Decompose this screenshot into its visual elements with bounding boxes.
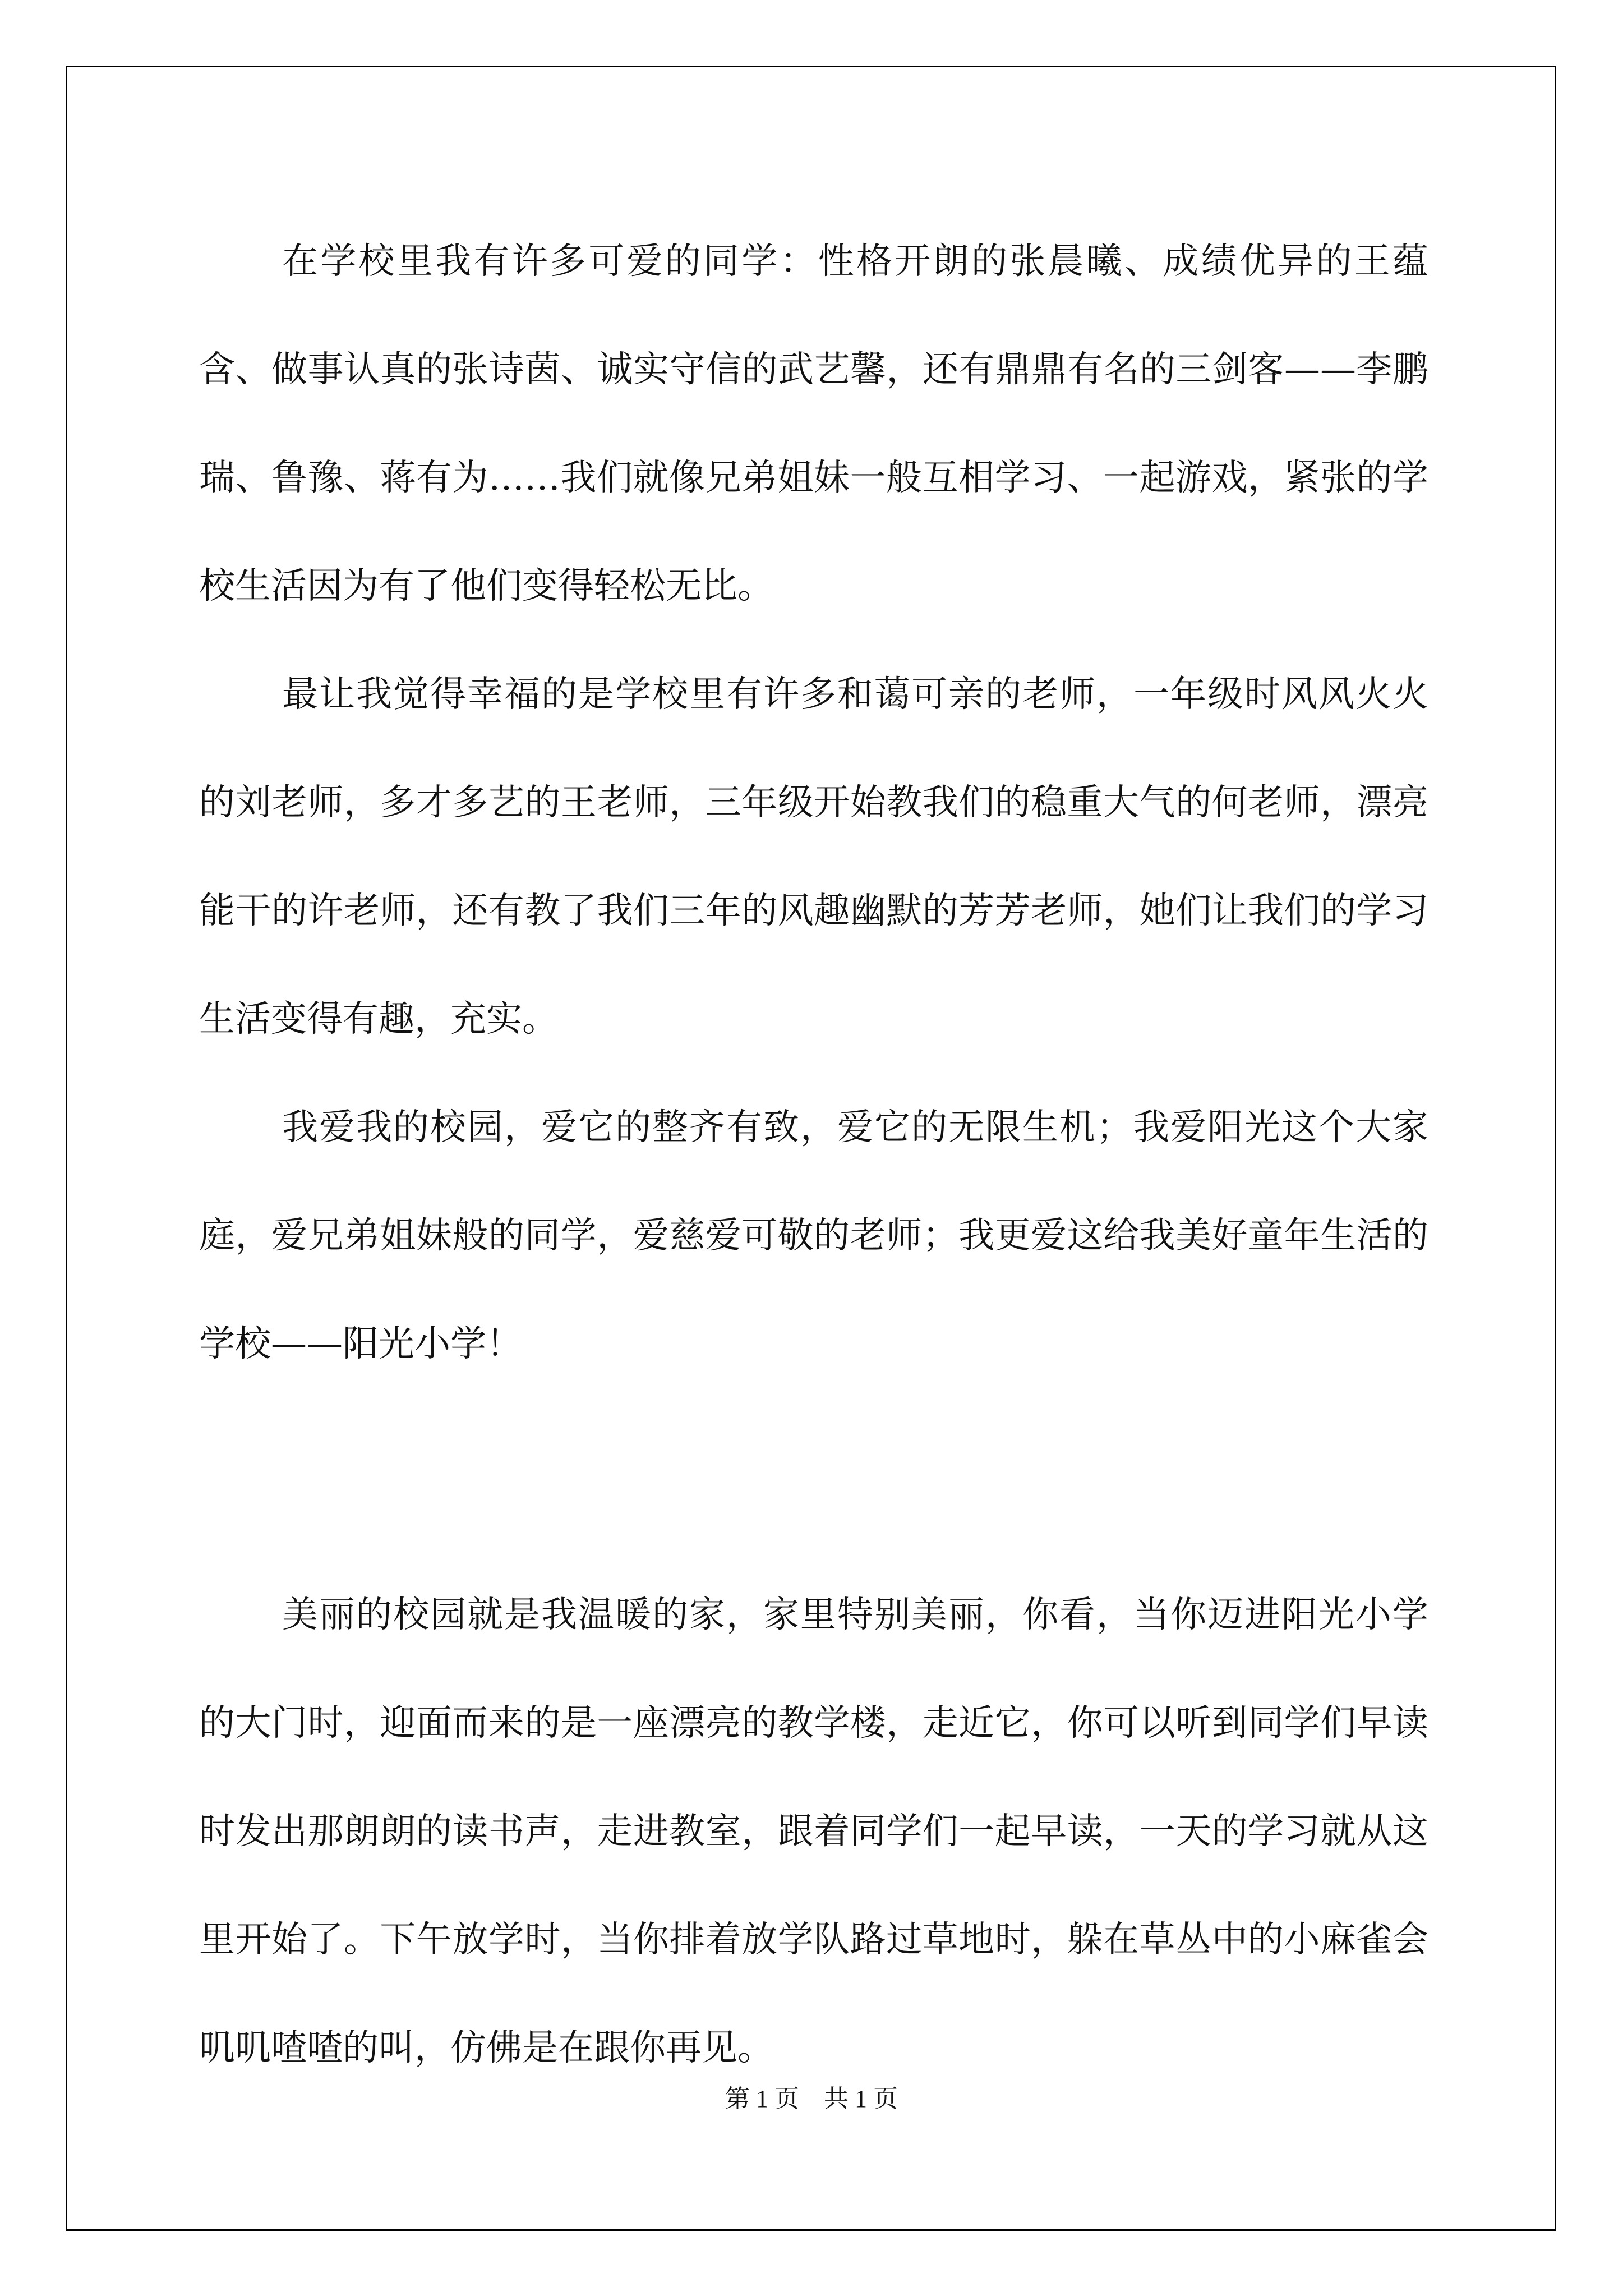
paragraph-love-school: 我爱我的校园，爱它的整齐有致，爱它的无限生机；我爱阳光这个大家庭，爱兄弟姐妹般的同学，爱慈爱可敬的老师；我更爱这给我美好童年生活的学校——阳光小学！ <box>199 1107 1428 1365</box>
page-footer <box>0 2078 1623 2114</box>
paragraph-campus: 美丽的校园就是我温暖的家，家里特别美丽，你看，当你迈进阳光小学的大门时，迎面而来的是一座漂亮的教学楼，走近它，你可以听到同学们早读时发出那朗朗的读书声，走进教室，跟着同学们一起早读，一天的学习就从这里开始了。下午放学时，当你排着放学队路过草地时，躲在草丛中的小麻雀会叽叽喳喳的叫，仿佛是在跟你再见。 <box>199 1594 1428 2069</box>
section-divider <box>199 1398 1428 1561</box>
paragraph-teachers: 最让我觉得幸福的是学校里有许多和蔼可亲的老师，一年级时风风火火的刘老师，多才多艺的王老师，三年级开始教我们的稳重大气的何老师，漂亮能干的许老师，还有教了我们三年的风趣幽默的芳芳老师，她们让我们的学习生活变得有趣，充实。 <box>199 674 1428 1040</box>
page-number: 第 1 页 共 1 页 <box>725 2085 898 2113</box>
document-body <box>199 208 1428 2102</box>
paragraph-classmates: 在学校里我有许多可爱的同学：性格开朗的张晨曦、成绩优异的王蕴含、做事认真的张诗茵、诚实守信的武艺馨，还有鼎鼎有名的三剑客——李鹏瑞、鲁豫、蒋有为……我们就像兄弟姐妹一般互相学习、一起游戏，紧张的学校生活因为有了他们变得轻松无比。 <box>199 241 1428 607</box>
